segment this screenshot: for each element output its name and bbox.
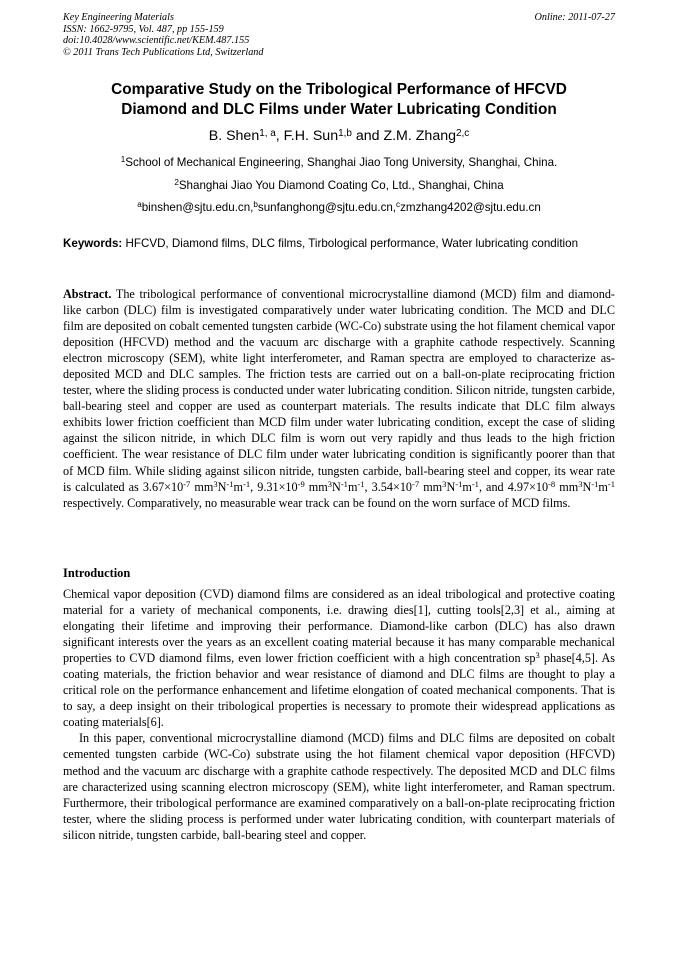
unit-m: m — [598, 479, 608, 494]
affiliation-1-text: School of Mechanical Engineering, Shanghai Jiao Tong University, Shanghai, China. — [125, 156, 558, 169]
keywords-text: HFCVD, Diamond films, DLC films, Tirbological performance, Water lubricating condition — [122, 237, 579, 250]
author-1-marker: 1, a — [259, 127, 276, 139]
unit-n: N — [446, 479, 456, 494]
exponent: 3 — [442, 478, 447, 489]
author-2-marker: 1,b — [338, 127, 352, 139]
unit-m: m — [347, 479, 358, 494]
exponent: 3 — [578, 478, 583, 489]
unit-m: m — [233, 479, 244, 494]
title-line-2: Diamond and DLC Films under Water Lubricating Condition — [121, 100, 557, 118]
exponent: -1 — [357, 478, 365, 489]
author-emails — [63, 201, 615, 215]
author-3-marker: 2,c — [456, 127, 470, 139]
separator: , — [364, 479, 372, 494]
abstract — [63, 286, 615, 511]
title-line-1: Comparative Study on the Tribological Performance of HFCVD — [111, 81, 567, 98]
separator: , — [250, 479, 258, 494]
author-separator: , — [275, 128, 284, 144]
affiliation-2-text: Shanghai Jiao You Diamond Coating Co, Ltd., Shanghai, China — [178, 179, 504, 192]
author-1: B. Shen — [208, 128, 260, 144]
email-c: zmzhang4202@sjtu.edu.cn — [400, 201, 541, 214]
wear-rate-1: 3.67×10 — [142, 479, 184, 494]
journal-name: Key Engineering Materials — [63, 12, 174, 23]
paper-title — [63, 80, 615, 119]
exponent: -9 — [297, 478, 305, 489]
unit-n: N — [217, 479, 227, 494]
intro-paragraph-2: In this paper, conventional microcrystalline diamond (MCD) films and DLC films are deposited on cobalt cemented tungsten carbide (WC-Co) substrate using the hot filament chemical vapor deposition (HFCVD) method and the vacuum arc discharge with a graphite cathode respectively. The deposited MCD and DLC films are characterized using scanning electron microscopy (SEM), white light interferometer, and Raman spectrum. Furthermore, their tribological performance are examined comparatively on a ball-on-plate reciprocating friction tester, where the sliding process is performed under water lubricating condition, with counterpart materials of silicon nitride, tungsten carbide, ball-bearing steel and copper. — [63, 731, 615, 842]
issn-line: ISSN: 1662-9795, Vol. 487, pp 155-159 — [63, 23, 224, 35]
author-list — [63, 127, 615, 145]
online-date: Online: 2011-07-27 — [534, 12, 615, 23]
author-3: Z.M. Zhang — [383, 128, 456, 144]
exponent: -7 — [183, 478, 191, 489]
author-separator: and — [351, 128, 384, 144]
introduction-heading: Introduction — [63, 566, 131, 580]
wear-rate-4: 4.97×10 — [507, 479, 549, 494]
unit-mm: mm — [190, 479, 214, 494]
journal-header — [63, 12, 615, 58]
exponent: -1 — [607, 478, 615, 489]
abstract-label: Abstract. — [63, 287, 112, 301]
exponent: -1 — [591, 478, 599, 489]
intro-paragraph-1 — [63, 586, 615, 730]
unit-m: m — [462, 479, 472, 494]
exponent: -1 — [340, 478, 348, 489]
introduction-body — [63, 586, 615, 843]
abstract-body: The tribological performance of conventional microcrystalline diamond (MCD) film and diamond-like carbon (DLC) film is investigated comparatively under water lubricating condition. The MCD and DLC film are deposited on cobalt cemented tungsten carbide (WC-Co) substrate using the hot filament chemical vapor deposition (HFCVD) method and the vacuum arc discharge with a graphite cathode respectively. Scanning electron microscopy (SEM), white light interferometer, and Raman spectra are employed to characterize as-deposited MCD and DLC samples. The friction tests are carried out on a ball-on-plate reciprocating friction tester, where the sliding process is conducted under water lubricating condition. Silicon nitride, tungsten carbide, ball-bearing steel and copper are used as counterpart materials. The results indicate that DLC film always exhibits lower friction coefficient than MCD film under water lubricating condition, except the case of sliding against the silicon nitride, in which DLC film is worn out very rapidly and thus leads to the high friction coefficient. The wear resistance of DLC film under water lubricating condition is significantly poorer than that of MCD film. While sliding against silicon nitride, tungsten carbide, ball-bearing steel and copper, its wear rate is calculated as — [63, 287, 615, 494]
sp3-superscript: 3 — [535, 650, 540, 661]
intro-paragraph-1-text-cont: phase[4,5]. As coating materials, the friction behavior and wear resistance of diamond and DLC films are thought to play a critical role on the performance enhancement and lifetime elongation of coated mechanical components. That is to say, a deep insight on their tribological properties is necessary to promote their widespread applications as coating materials[6]. — [63, 651, 615, 730]
exponent: -7 — [412, 478, 420, 489]
exponent: -8 — [548, 478, 556, 489]
abstract-conclusion: respectively. Comparatively, no measurable wear track can be found on the worn surface of MCD films. — [63, 495, 571, 510]
email-a: binshen@sjtu.edu.cn, — [141, 201, 254, 214]
keywords — [63, 236, 615, 252]
affiliation-2-marker: 2 — [174, 178, 179, 188]
affiliation-1-marker: 1 — [120, 155, 126, 165]
affiliation-1 — [63, 156, 615, 170]
unit-n: N — [332, 479, 341, 494]
exponent: 3 — [213, 478, 218, 489]
exponent: 3 — [327, 478, 333, 489]
intro-paragraph-1-text: Chemical vapor deposition (CVD) diamond films are considered as an ideal tribological and protective coating material for a variety of mechanical components, i.e. drawing dies[1], cutting tools[2,3] et al., aiming at elongating their lifetime and improving their performance. Diamond-like carbon (DLC) has also drawn significant interests over the years as an excellent coating material because it has many comparable mechanical properties to CVD diamond films, even lower friction coefficient with a high concentration sp — [63, 587, 615, 666]
exponent: -1 — [455, 478, 463, 489]
email-c-marker: c — [396, 200, 401, 210]
email-b: sunfanghong@sjtu.edu.cn, — [257, 201, 397, 214]
unit-mm: mm — [423, 479, 443, 494]
affiliation-2 — [63, 179, 615, 193]
email-b-marker: b — [253, 200, 258, 210]
doi-line: doi:10.4028/www.scientific.net/KEM.487.155 — [63, 35, 250, 47]
email-a-marker: a — [137, 200, 142, 210]
copyright-line: © 2011 Trans Tech Publications Ltd, Switzerland — [63, 46, 264, 58]
exponent: -1 — [471, 478, 479, 489]
separator: , and — [478, 479, 508, 494]
author-2: F.H. Sun — [283, 128, 339, 144]
wear-rate-3: 3.54×10 — [371, 479, 413, 494]
unit-mm: mm — [555, 479, 579, 494]
exponent: -1 — [226, 478, 234, 489]
keywords-label: Keywords: — [63, 237, 123, 250]
wear-rate-2: 9.31×10 — [257, 479, 298, 494]
exponent: -1 — [243, 478, 251, 489]
unit-mm: mm — [304, 479, 328, 494]
unit-n: N — [582, 479, 592, 494]
